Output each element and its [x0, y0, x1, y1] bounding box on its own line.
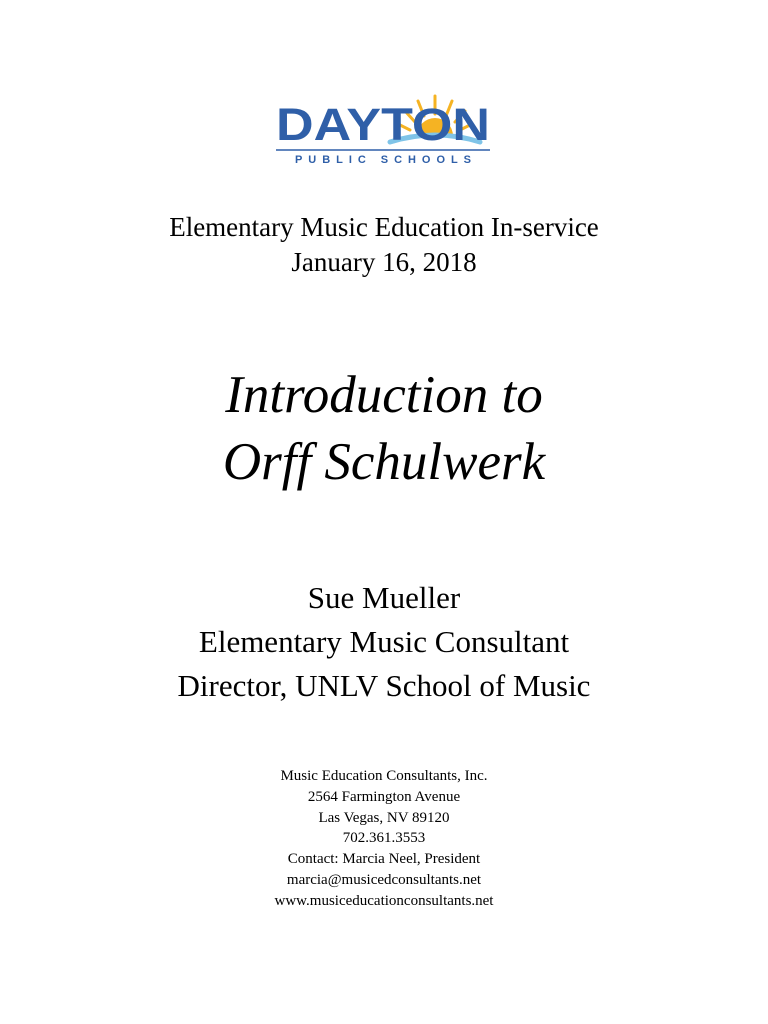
- contact-block: [0, 766, 768, 912]
- street-address: 2564 Farmington Avenue: [307, 788, 461, 805]
- phone-number: 702.361.3553: [342, 830, 426, 847]
- presenter-info: [0, 576, 768, 708]
- website-url: www.musiceducationconsultants.net: [274, 892, 494, 909]
- logo-wordmark: DAYTON: [276, 99, 490, 150]
- presenter-role: Elementary Music Consultant: [198, 624, 570, 659]
- logo-subtitle: PUBLIC SCHOOLS: [295, 154, 471, 166]
- event-name: Elementary Music Education In-service: [169, 212, 599, 242]
- title-line-1: Introduction to: [225, 366, 543, 424]
- title-line-2: Orff Schulwerk: [222, 433, 546, 491]
- document-title: [0, 362, 768, 496]
- presenter-name: Sue Mueller: [307, 580, 461, 615]
- event-date: January 16, 2018: [291, 247, 477, 277]
- presenter-position: Director, UNLV School of Music: [177, 668, 591, 703]
- logo-graphic: [272, 92, 494, 166]
- event-info: [0, 210, 768, 280]
- contact-person: Contact: Marcia Neel, President: [287, 851, 481, 868]
- email-address: marcia@musicedconsultants.net: [286, 871, 482, 888]
- company-name: Music Education Consultants, Inc.: [280, 768, 488, 784]
- dayton-public-schools-logo: [272, 92, 494, 166]
- city-state-zip: Las Vegas, NV 89120: [318, 809, 450, 826]
